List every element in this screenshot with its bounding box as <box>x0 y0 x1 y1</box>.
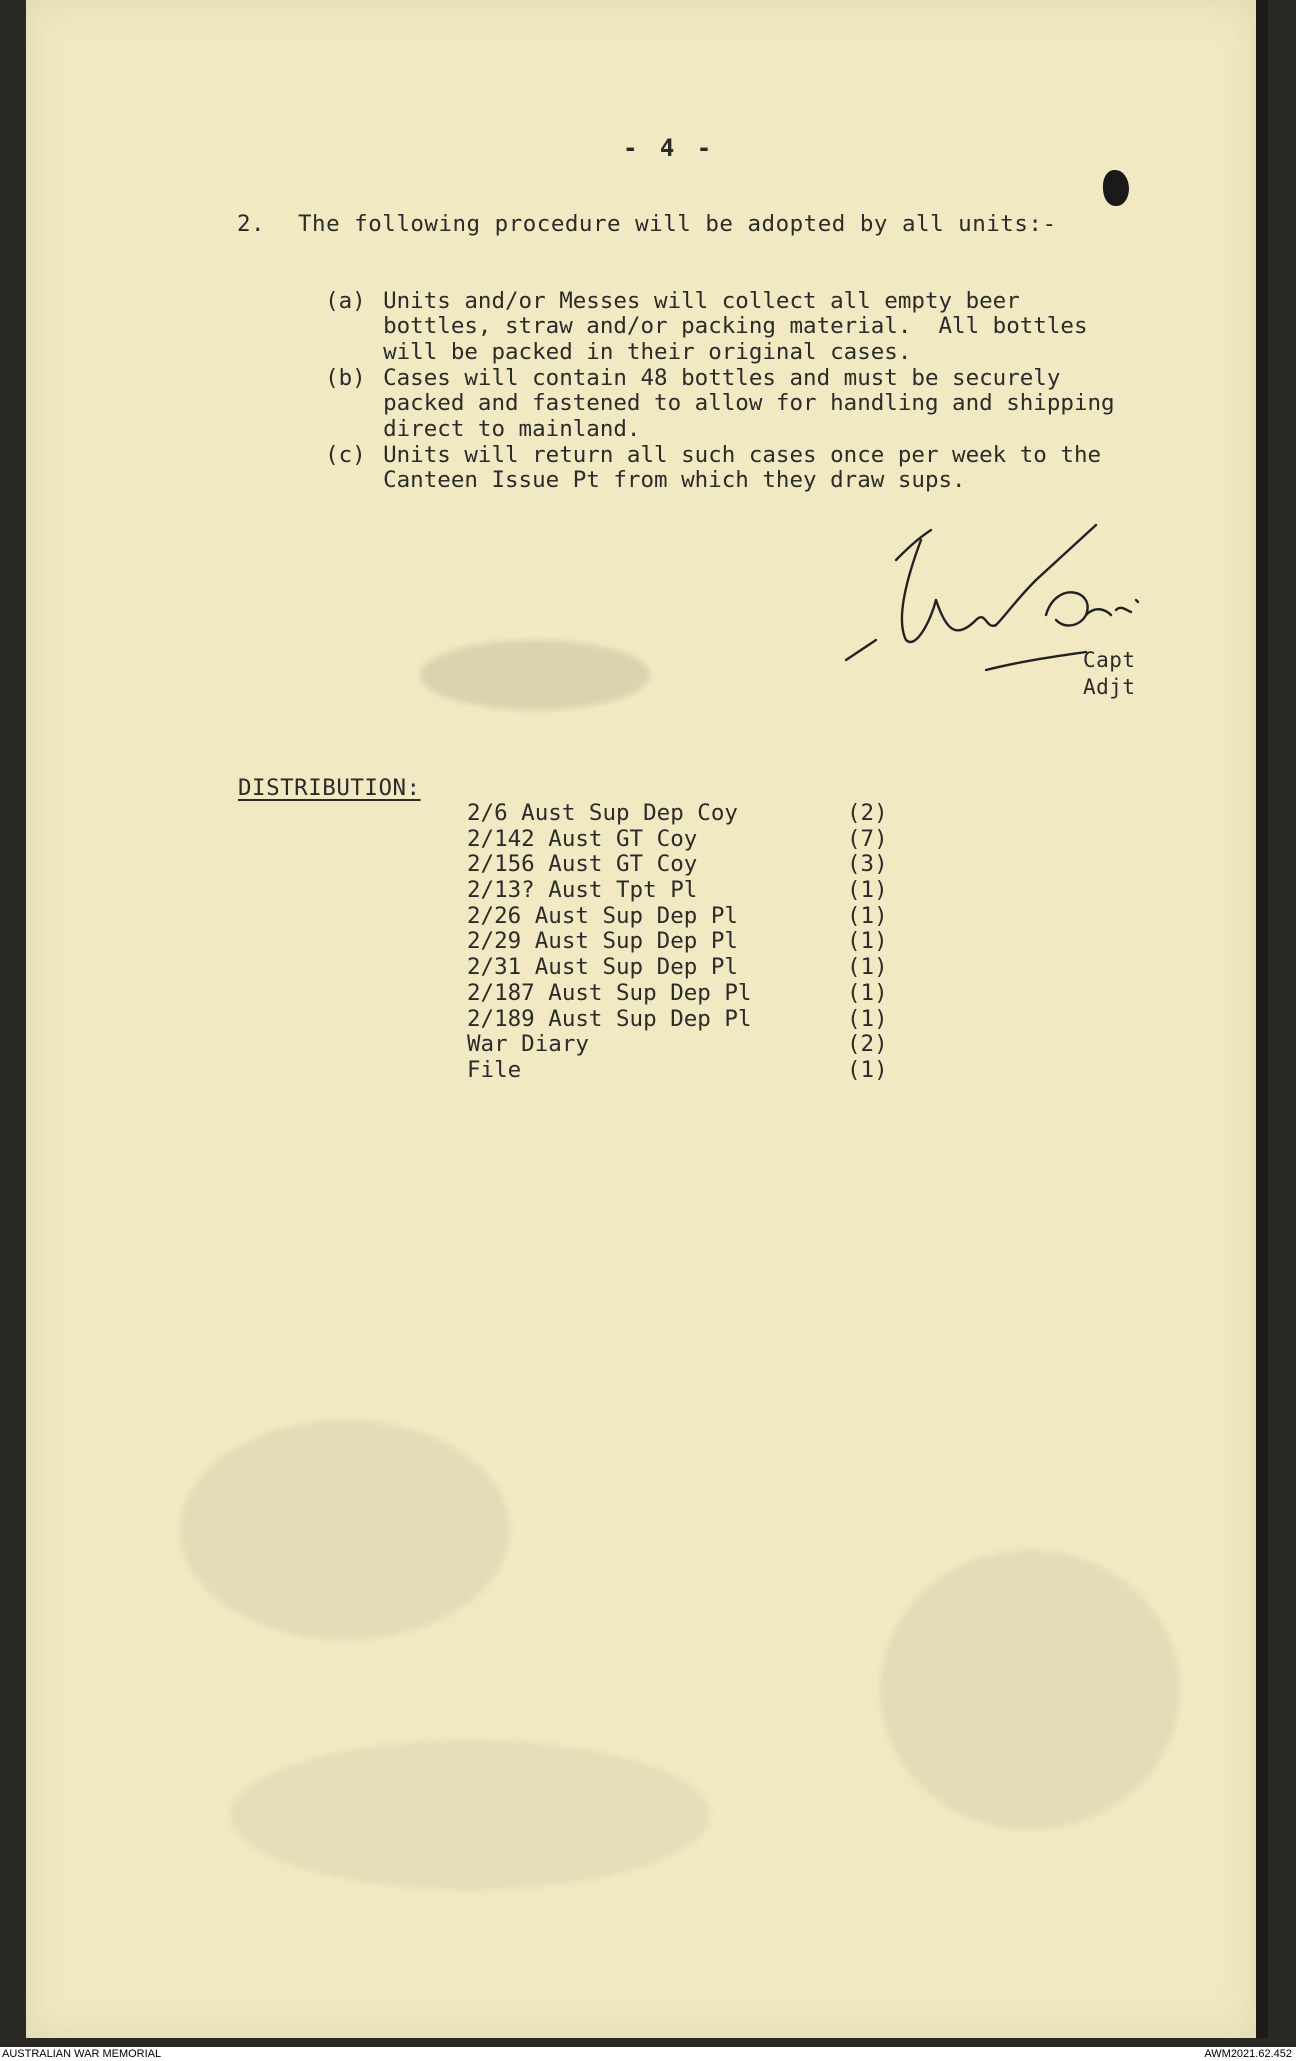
copy-count: (1) <box>847 979 888 1006</box>
signatory-appointment: Adjt <box>1083 675 1136 699</box>
signature-title <box>1083 647 1136 701</box>
item-line: Units will return all such cases once per week to the <box>383 441 1102 468</box>
footer-reference: AWM2021.62.452 <box>1204 2048 1292 2060</box>
distribution-row <box>467 1031 887 1057</box>
bleed-through-mark <box>880 1550 1180 1830</box>
item-line: Cases will contain 48 bottles and must be securely <box>383 364 1061 391</box>
unit-name: File <box>467 1056 522 1083</box>
copy-count: (2) <box>847 800 888 826</box>
paragraph-number: 2. <box>237 211 266 237</box>
punch-hole <box>1103 170 1129 206</box>
copy-count: (1) <box>847 902 888 929</box>
item-line: packed and fastened to allow for handling and shipping <box>383 390 1115 416</box>
footer-credit: AUSTRALIAN WAR MEMORIAL <box>2 2048 162 2060</box>
distribution-row <box>467 1006 887 1032</box>
item-line: will be packed in their original cases. <box>383 338 912 365</box>
list-item <box>298 417 1101 494</box>
item-label: (a) <box>325 287 366 314</box>
unit-name: War Diary <box>467 1031 589 1058</box>
distribution-row <box>467 1057 887 1083</box>
distribution-row <box>467 877 887 903</box>
item-line: direct to mainland. <box>383 415 641 442</box>
item-label: (b) <box>325 364 366 391</box>
bleed-through-mark <box>230 1740 710 1890</box>
distribution-row <box>467 826 887 852</box>
copy-count: (1) <box>847 1005 888 1032</box>
paragraph-lead: The following procedure will be adopted by all units:- <box>298 211 1057 237</box>
unit-name: 2/13? Aust Tpt Pl <box>467 877 698 904</box>
distribution-heading: DISTRIBUTION: <box>238 775 421 801</box>
copy-count: (1) <box>847 877 888 904</box>
item-line: bottles, straw and/or packing material. All bottles <box>383 313 1088 339</box>
page-edge <box>1256 0 1268 2038</box>
distribution-row <box>467 800 887 826</box>
copy-count: (1) <box>847 954 888 981</box>
distribution-row <box>467 954 887 980</box>
distribution-row <box>467 851 887 877</box>
bleed-through-mark <box>180 1420 510 1640</box>
distribution-row <box>467 928 887 954</box>
unit-name: 2/156 Aust GT Coy <box>467 851 698 878</box>
unit-name: 2/29 Aust Sup Dep Pl <box>467 928 738 955</box>
distribution-list <box>467 800 887 1083</box>
ink-smudge <box>420 640 650 710</box>
unit-name: 2/26 Aust Sup Dep Pl <box>467 902 738 929</box>
unit-name: 2/31 Aust Sup Dep Pl <box>467 954 738 981</box>
copy-count: (2) <box>847 1031 888 1058</box>
page-number: - 4 - <box>623 134 716 162</box>
unit-name: 2/142 Aust GT Coy <box>467 825 698 852</box>
copy-count: (7) <box>847 825 888 852</box>
copy-count: (3) <box>847 851 888 878</box>
signatory-rank: Capt <box>1083 648 1136 672</box>
item-label: (c) <box>325 441 366 468</box>
item-line: Units and/or Messes will collect all empty beer <box>383 287 1020 314</box>
distribution-row <box>467 980 887 1006</box>
item-line: Canteen Issue Pt from which they draw sups. <box>383 467 966 493</box>
unit-name: 2/6 Aust Sup Dep Coy <box>467 800 738 826</box>
copy-count: (1) <box>847 928 888 955</box>
unit-name: 2/187 Aust Sup Dep Pl <box>467 979 752 1006</box>
unit-name: 2/189 Aust Sup Dep Pl <box>467 1005 752 1032</box>
copy-count: (1) <box>847 1056 888 1083</box>
distribution-row <box>467 903 887 929</box>
